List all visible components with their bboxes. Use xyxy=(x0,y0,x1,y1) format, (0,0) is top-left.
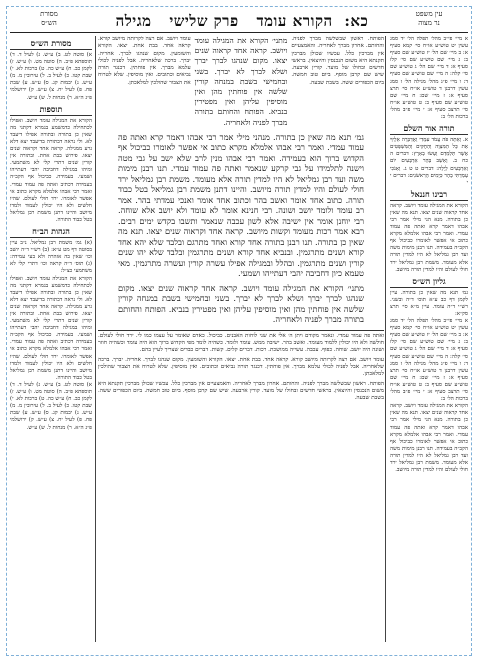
hagahot-text: (א) גמ׳ משמת רבן גמליאל. נ״ב עיין בסוטה דף מט ע״א: (ב) רש״י ד״ה יושב וכו׳ שאין בה אזהרה ולא בעי עמידה: (ג) תוס׳ ד״ה קראה וכו׳ דתרי קלי לא משתמעי כצ״ל: xyxy=(10,240,92,275)
rabbeinu-chananel-text-cont: הקורא את המגילה עומד ויושב. קראה אחד קראוה שנים יצאו. תנא מה שאין כן בתורה. מנא הני מילי אמר רבי אבהו דאמר קרא ואתה פה עמוד עמדי. ואמר רבי אבהו אלמלא מקרא כתוב אי אפשר לאומרו כביכול אף הקב״ה בעמידה. תנו רבנן מימות משה ועד רבן גמליאל לא היו למדין תורה אלא מעומד. משמת רבן גמליאל ירד חולי לעולם והיו למדין תורה מיושב. xyxy=(390,403,468,474)
ein-mishpat-column xyxy=(390,36,468,642)
left-column-divider xyxy=(95,36,96,642)
chapter-name: הקורא עומד xyxy=(256,12,333,30)
page-header xyxy=(10,10,468,32)
gilyon-hashas-text: גמ׳ תנא מה שאין כן בתורה. עיין לקמן דף כב ע״א תוס׳ ד״ה ובשני. רש״י ד״ה עומד. עיין מ״א סי׳ תרצ סק״א: xyxy=(390,289,468,317)
masoret-column xyxy=(10,36,92,642)
perek-number: פרק שלישי xyxy=(169,12,239,30)
header-rule xyxy=(10,32,468,33)
running-head xyxy=(105,12,373,31)
tosafot-text-cont: הקורא את המגילה עומד ויושב. ואפילו לכתחילה כדמשמע בגמרא דקתני מה שאין כן בתורה ובתורה אפילו דיעבד לא. ולי נראה דבתורה בדיעבד יצא דלא גרע ממגילה. קראה אחד וקראוה שנים יצאו. פירוש בבת אחת. ובתורה אין קורין שנים דתרי קלי לא משתמעי. ומיהו במגילה דחביבה יהבי דעתייהו ושמעי. בעמידה. כביכול אף הקב״ה בעמידה דכתיב ואתה פה עמוד עמדי. ואמר רבי אבהו אלמלא מקרא כתוב אי אפשר לאומרו. ירד חולי לעולם. שהיו חלשים ולא היו יכולין לעמוד ולמדו מיושב והיינו דתנן משמת רבן גמליאל בטל כבוד התורה. xyxy=(10,275,92,381)
tosafot-title: תוספות xyxy=(10,104,92,116)
bottom-rashi-text-cont: עומד ויושב. אם רצה לקרותה מיושב קורא. קראה אחד. בבת אחת. יצאו. הקורא והשומעין. מקום שנהגו לברך. אחריה. יברך. ברכה שלאחריה. אבל לפניה לכולי עלמא מברך. אין פוחתין. דכנגד תורה נביאים וכתובים. ואין מוסיפין. שלא לטרוח את הצבור שהולכין למלאכתן. xyxy=(98,356,384,378)
torah-or-text: א. וְאַתָּה פֹּה עֲמֹד עִמָּדִי וַאֲדַבְּרָה אֵלֶיךָ אֵת כָּל הַמִּצְוָה וְהַחֻקִּים וְהַמִּשְׁפָּטִים אֲשֶׁר תְּלַמְּדֵם וְעָשׂוּ בָאָרֶץ: דברים ה כח ב. וָאֵשֵׁב בָּהָר אַרְבָּעִים יוֹם וְאַרְבָּעִים לָיְלָה: דברים ט ט ג. וְאָנֹכִי עָמַדְתִּי בָהָר כַּיָּמִים הָרִאשֹׁנִים: דברים י י xyxy=(390,137,468,186)
top-commentary xyxy=(98,36,384,130)
masoret-text: א) סוטה לט. ב) ע״ש. ג) לעיל ד. ד) תוספתא פ״ב. ה) סוטה מט. ו) ע״ש. ז) לקמן כב. ח) ע״ש כה. ט) ברכות לא. י) שבת קטו. כ) לעיל ב. ל) עירובין מ. מ) ע״ש. נ) יבמות קג. ס) ע״ש. ע) שבת פח. פ) לעיל יח. צ) ע״ש. ק) ירושלמי פ״ג ה״א. ר) מנחות ל. ש) ע״ש. xyxy=(10,52,92,101)
rashi-left-text: עומד ויושב. אם רצה לקרותה מיושב קורא. קראה אחד. בבת אחת. יצאו. הקורא והשומעין. מקום שנהגו לברך. אחריה. יברך. ברכה שלאחריה. אבל לפניה לכולי עלמא מברך. אין פוחתין. דכנגד תורה נביאים וכתובים. ואין מוסיפין. שלא לטרוח את הצבור שהולכין למלאכתן. xyxy=(98,36,191,86)
ein-mishpat-label: עין משפט נר מצוה xyxy=(415,10,443,27)
right-column-divider xyxy=(385,36,386,642)
rabbeinu-chananel-title: רבינו חננאל xyxy=(390,189,468,201)
ein-mishpat-text: א מיי׳ פי״ב מהל׳ תפלה הל׳ יד סמג עשין יט טוש״ע או״ח סי׳ קמא סעיף א: ב מיי׳ שם הל׳ יז טוש״ע שם סעיף ב: ג מיי׳ שם טוש״ע שם סי׳ קלז סעיף א: ד מיי׳ שם הל׳ ג טוש״ע שם סי׳ קלה: ה מיי׳ שם טוש״ע שם סעיף ד: ו מיי׳ פ״ג מהל׳ מגילה הל׳ ז סמג עשין דרבנן ד טוש״ע או״ח סי׳ תרצ סעיף א: ז מיי׳ שם: ח מיי׳ שם טוש״ע שם סעיף ב: ט טוש״ע או״ח סי׳ תרצב סעיף א: י מיי׳ פ״ב מהל׳ ברכות הל׳ ב: xyxy=(390,36,468,121)
talmud-page xyxy=(10,10,468,650)
bottom-rashi-text: ואתה פה עמוד עמדי. ונאמר מקודם ויתן ה׳ אלי את שני לוחות האבנים. כביכול. כאדם שאומר על עצמו כמו לי. ירד חולי לעולם. חולשה ולא היו יכולין ללמוד מעומד. ואשב בהר. ישיבה ממש. עומד ולומד. כשהיה לומד מפי הקדוש ברוך הוא היה עומד וכשהיה חוזר ושונה היה יושב. שוחה. כפוף. עכבה. עשייה ממושכת. רכות. דברים קלים. קשות. דברים כבדים שצריך לעיין בהם. xyxy=(98,332,384,354)
rashi-right-text: הפותח. ראשון שבשלשה מברך לפניה. והחותם. אחרון מברך לאחריה. והאמצעיים אין מברכין כלל. עכשיו שכולן מברכין תקנתא היא משום הנכנסין והיוצאין. בראשי חדשים ובחולו של מועד. קורין ארבעה. שיש שם קרבן מוסף. ביום טוב חמשה. ביום הכפורים ששה. בשבת שבעה. xyxy=(291,36,384,86)
bottom-rashi-text-more: הפותח. ראשון שבשלשה מברך לפניה. והחותם. אחרון מברך לאחריה. והאמצעיים אין מברכין כלל. עכשיו שכולן מברכין תקנתא היא משום הנכנסין והיוצאין. בראשי חדשים ובחולו של מועד. קורין ארבעה. שיש שם קרבן מוסף. ביום טוב חמשה. ביום הכפורים ששה. בשבת שבעה. xyxy=(98,380,384,402)
masoret-hashas-label: מסורת הש״ס xyxy=(40,10,58,27)
main-column xyxy=(98,36,384,642)
gilyon-hashas-title: גליון הש״ס xyxy=(390,276,468,288)
gemara-text: גמ׳ תנא מה שאין כן בתורה. מנהני מילי אמר רבי אבהו דאמר קרא ואתה פה עמוד עמדי. ואמר רבי אבהו אלמלא מקרא כתוב אי אפשר לאומרו כביכול אף הקדוש ברוך הוא בעמידה. ואמר רבי אבהו מנין לרב שלא ישב על גבי מטה וישנה לתלמידו על גבי קרקע שנאמר ואתה פה עמוד עמדי. תנו רבנן מימות משה ועד רבן גמליאל לא היו למדין תורה אלא מעומד. משמת רבן גמליאל ירד חולי לעולם והיו למדין תורה מיושב. והיינו דתנן משמת רבן גמליאל בטל כבוד תורה. כתוב אחד אומר ואשב בהר וכתוב אחד אומר ואנכי עמדתי בהר. אמר רב עומד ולומד יושב ושונה. רבי חנינא אומר לא עומד ולא יושב אלא שוחה. רבי יוחנן אומר אין ישיבה אלא לשון עכבה שנאמר ותשבו בקדש ימים רבים. רבא אמר רכות מעומד וקשות מיושב. קראה אחד וקראוה שנים יצאו. תנא מה שאין כן בתורה. תנו רבנן בתורה אחד קורא ואחד מתרגם ובלבד שלא יהא אחד קורא ושנים מתרגמין. ובנביא אחד קורא ושנים מתרגמין ובלבד שלא יהו שנים קורין ושנים מתרגמין. ובהלל ובמגילה אפילו עשרה קורין ועשרה מתרגמין. מאי טעמא כיון דחביבה יהבי דעתייהו ושמעי. xyxy=(118,131,364,279)
bottom-commentary xyxy=(98,330,384,403)
gemara-text-cont: מתני׳ הקורא את המגילה עומד ויושב. קראה אחד קראוה שנים יצאו. מקום שנהגו לברך יברך ושלא לברך לא יברך. בשני ובחמישי בשבת במנחה קורין שלשה אין פוחתין מהן ואין מוסיפין עליהן ואין מפטירין בנביא. הפותח והחותם בתורה מברך לפניה ולאחריה. xyxy=(118,282,364,325)
torah-or-title: תורה אור השלם xyxy=(390,123,468,135)
tosafot-text: הקורא את המגילה עומד ויושב. ואפילו לכתחילה כדמשמע בגמרא דקתני מה שאין כן בתורה ובתורה אפילו דיעבד לא. ולי נראה דבתורה בדיעבד יצא דלא גרע ממגילה. קראה אחד וקראוה שנים יצאו. פירוש בבת אחת. ובתורה אין קורין שנים דתרי קלי לא משתמעי. ומיהו במגילה דחביבה יהבי דעתייהו ושמעי. בעמידה. כביכול אף הקב״ה בעמידה דכתיב ואתה פה עמוד עמדי. ואמר רבי אבהו אלמלא מקרא כתוב אי אפשר לאומרו. ירד חולי לעולם. שהיו חלשים ולא היו יכולין לעמוד ולמדו מיושב והיינו דתנן משמת רבן גמליאל בטל כבוד התורה. xyxy=(10,117,92,223)
rabbeinu-chananel-text: הקורא את המגילה עומד ויושב. קראה אחד קראוה שנים יצאו. תנא מה שאין כן בתורה. מנא הני מילי אמר רבי אבהו דאמר קרא ואתה פה עמוד עמדי. ואמר רבי אבהו אלמלא מקרא כתוב אי אפשר לאומרו כביכול אף הקב״ה בעמידה. תנו רבנן מימות משה ועד רבן גמליאל לא היו למדין תורה אלא מעומד. משמת רבן גמליאל ירד חולי לעולם והיו למדין תורה מיושב. xyxy=(390,202,468,273)
daf-number: כא: xyxy=(344,12,369,30)
ein-mishpat-text-cont: א מיי׳ פי״ב מהל׳ תפלה הל׳ יד סמג עשין יט טוש״ע או״ח סי׳ קמא סעיף א: ב מיי׳ שם הל׳ יז טוש״ע שם סעיף ב: ג מיי׳ שם טוש״ע שם סי׳ קלז סעיף א: ד מיי׳ שם הל׳ ג טוש״ע שם סי׳ קלה: ה מיי׳ שם טוש״ע שם סעיף ד: ו מיי׳ פ״ג מהל׳ מגילה הל׳ ז סמג עשין דרבנן ד טוש״ע או״ח סי׳ תרצ סעיף א: ז מיי׳ שם: ח מיי׳ שם טוש״ע שם סעיף ב: ט טוש״ע או״ח סי׳ תרצב סעיף א: י מיי׳ פ״ב מהל׳ ברכות הל׳ ב: xyxy=(390,318,468,403)
masoret-title: מסורת הש״ס xyxy=(10,38,92,50)
masoret-text-cont: א) סוטה לט. ב) ע״ש. ג) לעיל ד. ד) תוספתא פ״ב. ה) סוטה מט. ו) ע״ש. ז) לקמן כב. ח) ע״ש כה. ט) ברכות לא. י) שבת קטו. כ) לעיל ב. ל) עירובין מ. מ) ע״ש. נ) יבמות קג. ס) ע״ש. ע) שבת פח. פ) לעיל יח. צ) ע״ש. ק) ירושלמי פ״ג ה״א. ר) מנחות ל. ש) ע״ש. xyxy=(10,381,92,431)
hagahot-title: הגהות הב״ח xyxy=(10,226,92,238)
tractate-name: מגילה xyxy=(115,12,152,30)
mishna-text: מתני׳ הקורא את המגילה עומד ויושב. קראה אחד קראוה שנים יצאו. מקום שנהגו לברך יברך ושלא לברך לא יברך. בשני ובחמישי בשבת במנחה קורין שלשה אין פוחתין מהן ואין מוסיפין עליהן ואין מפטירין בנביא. הפותח והחותם בתורה מברך לפניה ולאחריה. xyxy=(194,36,288,127)
